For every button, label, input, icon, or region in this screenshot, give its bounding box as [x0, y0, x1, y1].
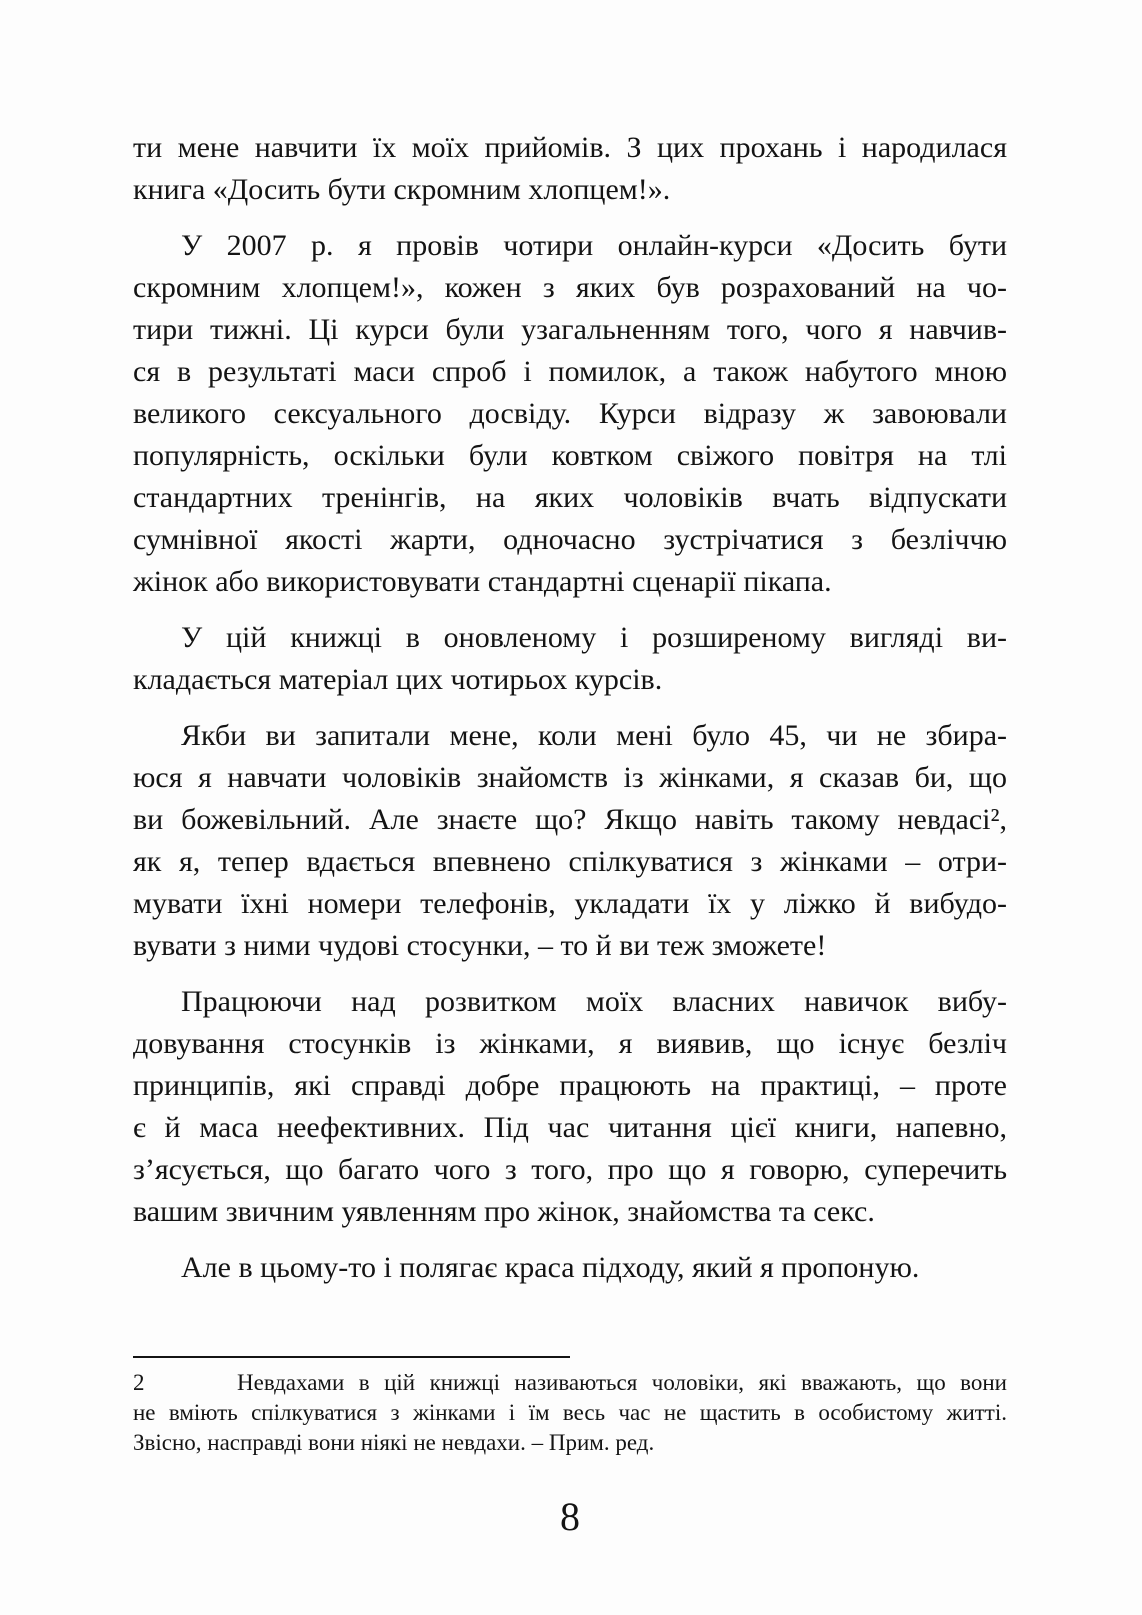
paragraph [133, 715, 1007, 967]
text-line: Але в цьому-то і полягає краса підходу, який я пропоную. [181, 1251, 920, 1284]
text-line: жінок або використовувати стандартні сценарії пікапа. [133, 565, 832, 598]
text-line: скромним хлопцем!», кожен з яких був розрахований на чо- [133, 271, 1007, 304]
footnote-line: Звісно, насправді вони ніякі не невдахи. – Прим. ред. [133, 1430, 655, 1455]
text-line: вувати з ними чудові стосунки, – то й ви теж зможете! [133, 929, 827, 962]
text-line: з’ясується, що багато чого з того, про що я говорю, суперечить [133, 1153, 1007, 1186]
page-number: 8 [560, 1494, 580, 1539]
text-line: сумнівної якості жарти, одночасно зустрічатися з безліччю [133, 523, 1007, 556]
text-line: довування стосунків із жінками, я виявив, що існує безліч [133, 1027, 1007, 1060]
text-line: принципів, які справді добре працюють на практиці, – проте [133, 1069, 1007, 1102]
paragraph [133, 617, 1007, 701]
paragraph [133, 225, 1007, 603]
footnote-marker: 2 [133, 1370, 145, 1395]
text-line: Якби ви запитали мене, коли мені було 45, чи не збира- [181, 719, 1007, 752]
footnote-line: не вміють спілкуватися з жінками і їм весь час не щастить в особистому житті. [133, 1400, 1007, 1425]
footnote-text: Невдахами в цій книжці називаються чоловіки, які вважають, що вони [237, 1370, 1007, 1395]
text-line: Працюючи над розвитком моїх власних навичок вибу- [181, 985, 1007, 1018]
text-line: книга «Досить бути скромним хлопцем!». [133, 173, 671, 206]
paragraph [133, 1247, 1007, 1289]
paragraph [133, 127, 1007, 211]
text-line: У цій книжці в оновленому і розширеному вигляді ви- [181, 621, 1007, 654]
page-body [133, 127, 1007, 1540]
body-text [133, 127, 1007, 1289]
text-line: мувати їхні номери телефонів, укладати їх у ліжко й вибудо- [133, 887, 1007, 920]
text-line: ся в результаті маси спроб і помилок, а також набутого мною [133, 355, 1007, 388]
text-line: тири тижні. Ці курси були узагальненням того, чого я навчив- [133, 313, 1007, 346]
text-line: кладається матеріал цих чотирьох курсів. [133, 663, 663, 696]
text-line: ти мене навчити їх моїх прийомів. З цих прохань і народилася [133, 131, 1007, 164]
text-line: як я, тепер вдається впевнено спілкуватися з жінками – отри- [133, 845, 1007, 878]
text-line: У 2007 р. я провів чотири онлайн-курси «Досить бути [181, 229, 1007, 262]
text-line: вашим звичним уявленням про жінок, знайомства та секс. [133, 1195, 875, 1228]
paragraph [133, 981, 1007, 1233]
footnote-line [133, 1368, 1007, 1398]
text-line: є й маса неефективних. Під час читання цієї книги, напевно, [133, 1111, 1007, 1144]
text-line: великого сексуального досвіду. Курси відразу ж завоювали [133, 397, 1007, 430]
text-line: юся я навчати чоловіків знайомств із жінками, я сказав би, що [133, 761, 1007, 794]
text-line: ви божевільний. Але знаєте що? Якщо навіть такому невдасі², [133, 803, 1007, 836]
text-line: популярність, оскільки були ковтком свіжого повітря на тлі [133, 439, 1007, 472]
footnote-rule [133, 1356, 570, 1358]
text-line: стандартних тренінгів, на яких чоловіків вчать відпускати [133, 481, 1007, 514]
footnote [133, 1356, 1007, 1458]
